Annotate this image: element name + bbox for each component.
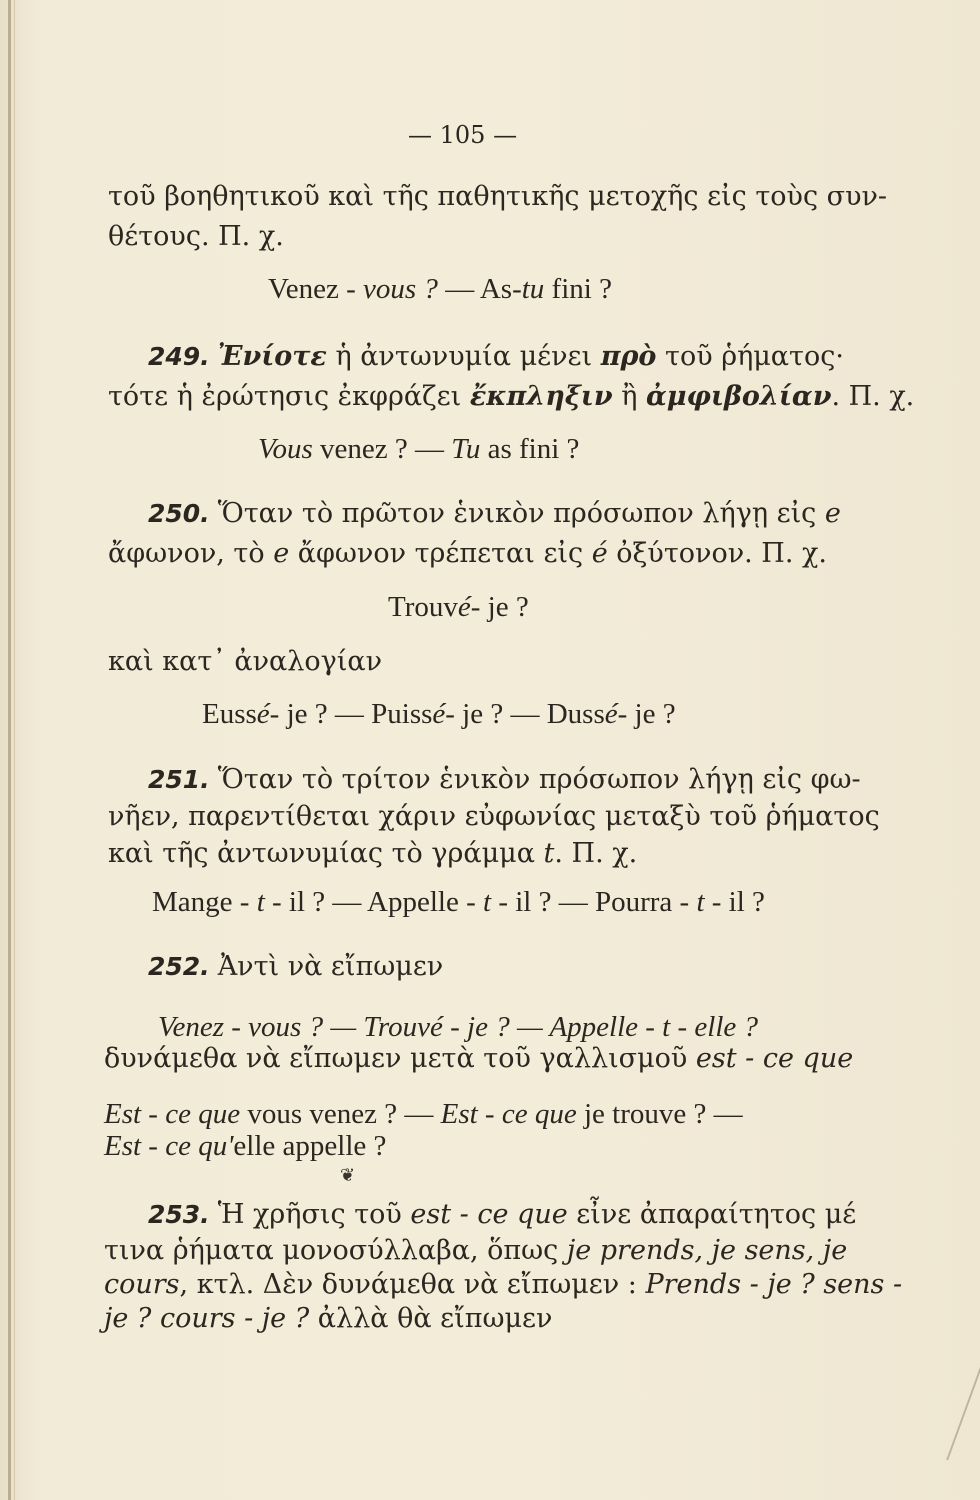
section-number: 251. <box>148 765 210 794</box>
emphasis: Ἐνίοτε <box>217 341 327 372</box>
fleuron-ornament: ❦ <box>340 1165 356 1186</box>
text: ἄφωνον, τὸ <box>108 538 274 569</box>
example-text: venez ? — <box>312 433 452 465</box>
text: . Π. χ. <box>831 381 915 412</box>
section-251-line3 <box>108 837 637 871</box>
text-line: καὶ κατ᾽ ἀναλογίαν <box>108 646 383 677</box>
example-line <box>152 885 765 919</box>
example-text: vous venez ? — <box>240 1098 441 1130</box>
example-italic: Est - ce que <box>104 1098 241 1130</box>
example-text: - je ? <box>617 698 676 730</box>
text: τοῦ ῥήματος· <box>656 341 844 372</box>
section-number: 253. <box>148 1200 210 1229</box>
section-251-line1 <box>148 763 861 797</box>
text: τότε ἡ ἐρώτησις ἐκφράζει <box>108 381 470 412</box>
text: , κτλ. Δὲν δυνάμεθα νὰ εἴπωμεν : <box>179 1269 646 1300</box>
phrase-italic: cours <box>104 1269 180 1300</box>
binding-edge <box>8 0 11 1500</box>
phrase-italic: je ? cours - je ? <box>104 1303 310 1334</box>
example-italic: Est - ce qu' <box>104 1130 234 1162</box>
example-italic: t <box>696 886 705 918</box>
section-number: 250. <box>148 499 210 528</box>
example-italic: vous ? <box>363 273 438 305</box>
example-italic: tu <box>521 273 545 305</box>
section-number: 249. <box>148 342 210 371</box>
example-line: Venez - vous ? — Trouvé - je ? — Appelle - t - elle ? <box>158 1011 759 1043</box>
letter-italic: e <box>824 498 841 529</box>
example-text: Venez - <box>268 273 364 305</box>
page-curl-mark <box>906 1340 980 1460</box>
emphasis: ἀμφιβολίαν <box>645 381 832 412</box>
example-text: Euss <box>202 698 257 730</box>
section-253-line2 <box>104 1234 847 1268</box>
text: ἄφωνον τρέπεται εἰς <box>289 538 592 569</box>
section-253-line3 <box>104 1268 902 1302</box>
phrase-italic: Prends - je ? sens - <box>645 1269 903 1300</box>
text: Ἡ χρῆσις τοῦ <box>217 1199 411 1230</box>
section-252-line1 <box>148 950 443 984</box>
example-italic: Vous <box>258 433 313 465</box>
example-line <box>388 590 529 624</box>
text: ἢ <box>612 381 646 412</box>
example-italic: é <box>432 698 446 730</box>
section-253-line4 <box>104 1302 552 1336</box>
section-252-line2 <box>104 1042 853 1076</box>
letter-italic: e <box>273 538 290 569</box>
example-text: je trouve ? — <box>576 1098 743 1130</box>
example-text: Mange - <box>152 886 257 918</box>
example-text: — As- <box>437 273 522 305</box>
text: . Π. χ. <box>554 838 638 869</box>
example-text: fini ? <box>544 273 612 305</box>
section-250-line1 <box>148 497 841 531</box>
example-text: - je ? — Duss <box>445 698 605 730</box>
example-line <box>104 1097 743 1131</box>
text: Ὅταν τὸ πρῶτον ἑνικὸν πρόσωπον λήγῃ εἰς <box>217 498 825 529</box>
emphasis: ἔκπληξιν <box>469 381 613 412</box>
example-italic: Tu <box>451 433 481 465</box>
text: δυνάμεθα νὰ εἴπωμεν μετὰ τοῦ γαλλισμοῦ <box>104 1043 696 1074</box>
section-249-line1 <box>148 340 844 374</box>
phrase-italic: je prends, je sens, je <box>566 1235 848 1266</box>
example-text: Trouv <box>388 591 458 623</box>
example-italic: Est - ce que <box>440 1098 577 1130</box>
text: Ἀντὶ νὰ εἴπωμεν <box>217 951 444 982</box>
example-text: - il ? <box>704 886 765 918</box>
example-italic: é <box>604 698 618 730</box>
example-text: - je ? — Puiss <box>269 698 433 730</box>
text: Ὅταν τὸ τρίτον ἑνικὸν πρόσωπον λήγῃ εἰς φω- <box>217 764 861 795</box>
example-line <box>268 272 612 306</box>
text-line: τοῦ βοηθητικοῦ καὶ τῆς παθητικῆς μετοχῆς εἰς τοὺς συν- <box>108 181 888 212</box>
example-text: - il ? — Pourra - <box>491 886 697 918</box>
text: ὀξύτονον. Π. χ. <box>607 538 827 569</box>
example-text: as fini ? <box>480 433 580 465</box>
text: καὶ τῆς ἀντωνυμίας τὸ γράμμα <box>108 838 544 869</box>
example-line <box>104 1129 386 1163</box>
example-line <box>202 697 676 731</box>
example-italic: t <box>256 886 265 918</box>
example-line <box>258 432 579 466</box>
text: ἡ ἀντωνυμία μένει <box>326 341 601 372</box>
section-250-line2 <box>108 537 827 571</box>
text-line: θέτους. Π. χ. <box>108 221 284 252</box>
binding-edge-inner <box>14 0 15 1500</box>
example-text: elle appelle ? <box>233 1130 387 1162</box>
section-number: 252. <box>148 952 210 981</box>
text: εἶνε ἀπαραίτητος μέ <box>567 1199 857 1230</box>
example-italic: é <box>256 698 270 730</box>
emphasis: πρὸ <box>600 341 657 372</box>
section-253-line1 <box>148 1198 856 1232</box>
text: ἀλλὰ θὰ εἴπωμεν <box>309 1303 553 1334</box>
letter-italic: t <box>543 838 555 869</box>
letter-italic: é <box>591 538 608 569</box>
example-italic: é <box>457 591 471 623</box>
example-text: - il ? — Appelle - <box>264 886 484 918</box>
example-italic: t <box>483 886 492 918</box>
phrase-italic: est - ce que <box>695 1043 854 1074</box>
text-line: νῆεν, παρεντίθεται χάριν εὐφωνίας μεταξὺ τοῦ ῥήματος <box>108 801 880 832</box>
section-249-line2 <box>108 380 914 414</box>
text: τινα ῥήματα μονοσύλλαβα, ὅπως <box>104 1235 567 1266</box>
phrase-italic: est - ce que <box>410 1199 568 1230</box>
example-text: - je ? <box>470 591 529 623</box>
page-number: — 105 — <box>408 121 518 149</box>
